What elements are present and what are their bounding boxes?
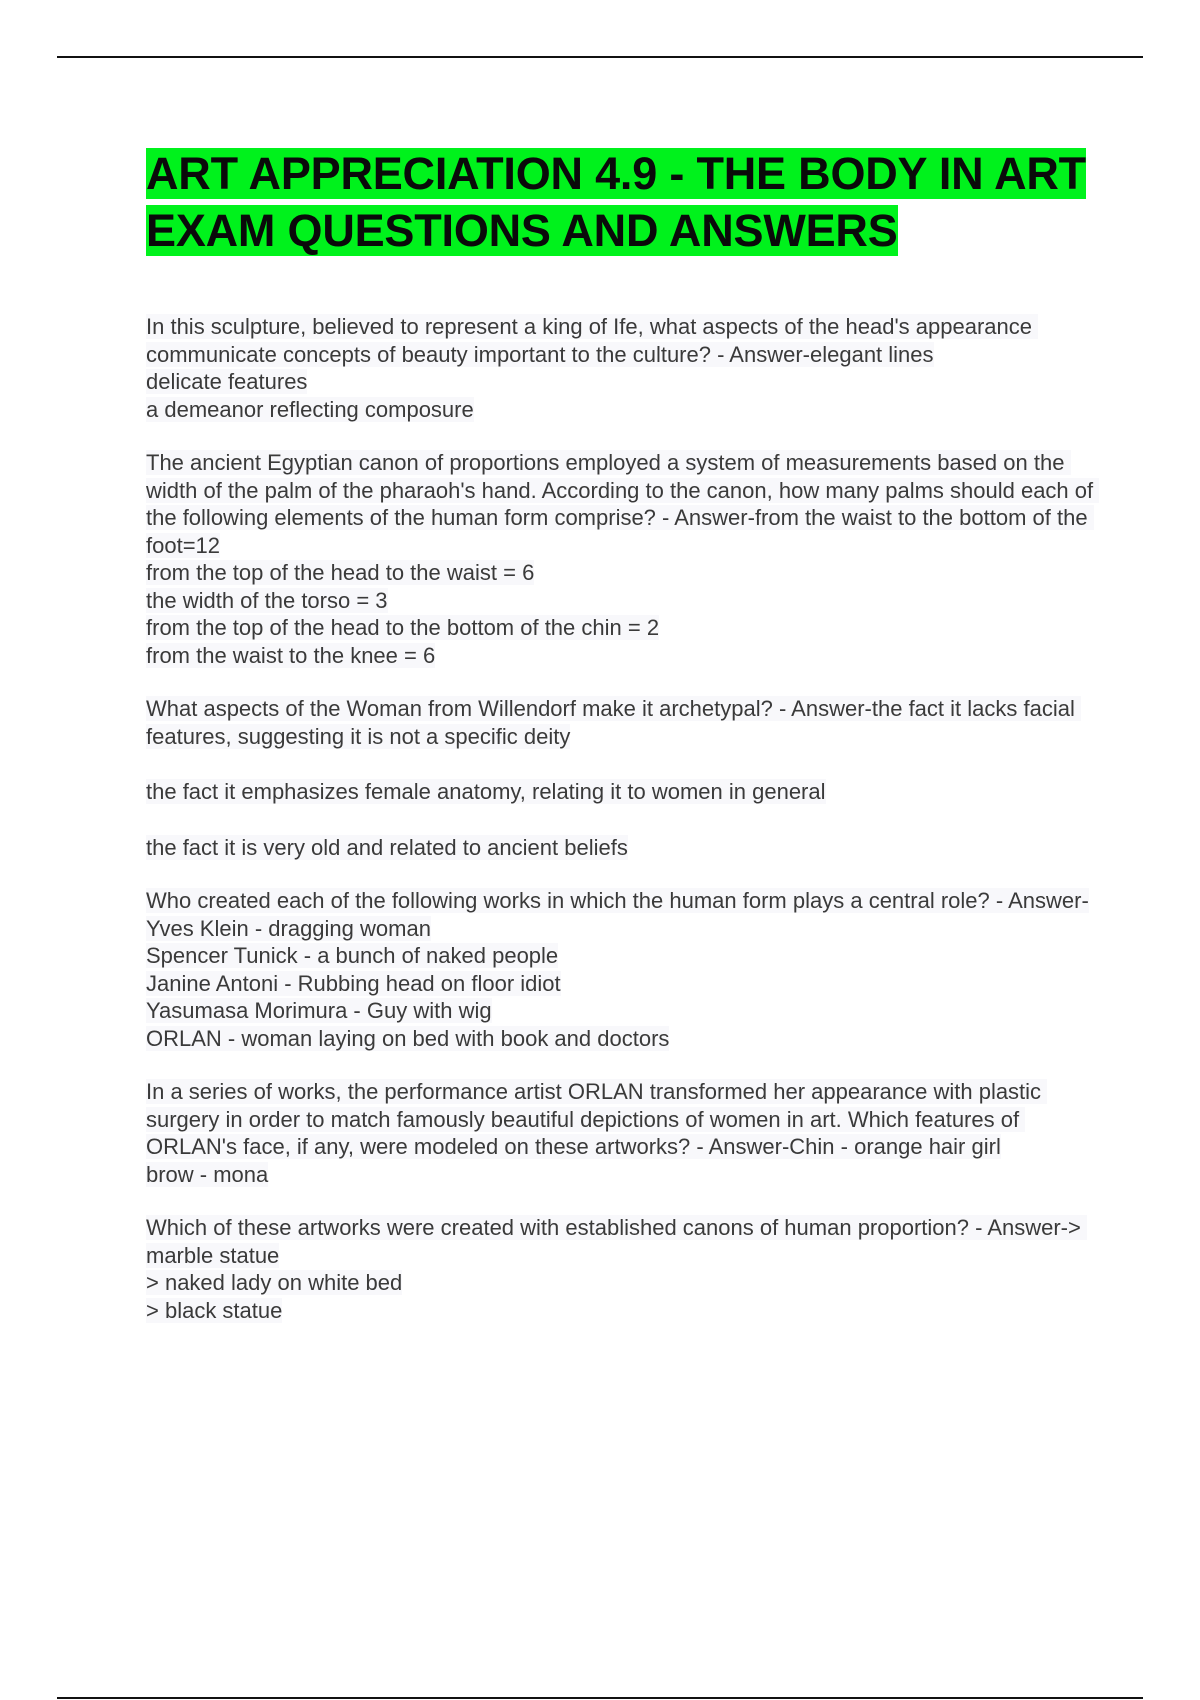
qa-answer-line xyxy=(146,396,1106,424)
qa-block xyxy=(146,1078,1106,1188)
qa-line-text: a demeanor reflecting composure xyxy=(146,396,474,422)
qa-line-text: In this sculpture, believed to represent a king of Ife, what aspects of the head's appearance communicate concepts of beauty important to the culture? - Answer-elegant lines xyxy=(146,314,1039,367)
qa-line-text: Which of these artworks were created with established canons of human proportion? - Answer-> marble statue xyxy=(146,1215,1087,1268)
qa-question-line xyxy=(146,1078,1106,1161)
qa-line-text: The ancient Egyptian canon of proportions employed a system of measurements based on the width of the palm of the pharaoh's hand. According to the canon, how many palms should each of the following elements of the human form comprise? - Answer-from the waist to the bottom of the foot=12 xyxy=(146,450,1100,558)
qa-answer-line xyxy=(146,997,1106,1025)
document-body xyxy=(146,145,1106,1350)
qa-line-text: What aspects of the Woman from Willendorf make it archetypal? - Answer-the fact it lacks facial features, suggesting it is not a specific deity xyxy=(146,696,1081,749)
qa-line-text: the fact it emphasizes female anatomy, relating it to women in general xyxy=(146,779,826,804)
qa-line-text: the width of the torso = 3 xyxy=(146,587,388,613)
qa-list xyxy=(146,313,1106,1324)
qa-answer-line xyxy=(146,942,1106,970)
qa-answer-line xyxy=(146,1161,1106,1189)
qa-question-line xyxy=(146,449,1106,559)
qa-line-text: > black statue xyxy=(146,1297,283,1323)
document-title xyxy=(146,145,1106,259)
qa-question-line xyxy=(146,313,1106,368)
qa-answer-line xyxy=(146,778,1106,806)
qa-answer-line xyxy=(146,970,1106,998)
paragraph-gap xyxy=(146,750,1106,778)
qa-block xyxy=(146,449,1106,669)
qa-answer-line xyxy=(146,642,1106,670)
qa-line-text: > naked lady on white bed xyxy=(146,1270,403,1295)
qa-line-text: delicate features xyxy=(146,369,308,394)
qa-answer-line xyxy=(146,1025,1106,1053)
qa-line-text: Who created each of the following works in which the human form plays a central role? - Answer-Yves Klein - dragging woman xyxy=(146,888,1089,941)
qa-block xyxy=(146,1214,1106,1324)
qa-question-line xyxy=(146,887,1106,942)
qa-answer-line xyxy=(146,834,1106,862)
title-highlight: ART APPRECIATION 4.9 - THE BODY IN ART EXAM QUESTIONS AND ANSWERS xyxy=(146,148,1086,256)
qa-answer-line xyxy=(146,587,1106,615)
qa-question-line xyxy=(146,1214,1106,1269)
qa-line-text: Spencer Tunick - a bunch of naked people xyxy=(146,943,559,968)
qa-line-text: from the top of the head to the waist = 6 xyxy=(146,560,535,585)
qa-line-text: from the top of the head to the bottom of the chin = 2 xyxy=(146,615,660,640)
bottom-rule xyxy=(57,1697,1143,1699)
qa-block xyxy=(146,313,1106,423)
qa-answer-line xyxy=(146,559,1106,587)
qa-block xyxy=(146,695,1106,861)
qa-line-text: Janine Antoni - Rubbing head on floor idiot xyxy=(146,970,561,996)
qa-line-text: the fact it is very old and related to ancient beliefs xyxy=(146,834,628,860)
paragraph-gap xyxy=(146,806,1106,834)
qa-answer-line xyxy=(146,1269,1106,1297)
qa-line-text: from the waist to the knee = 6 xyxy=(146,642,436,668)
qa-line-text: In a series of works, the performance artist ORLAN transformed her appearance with plastic surgery in order to match famously beautiful depictions of women in art. Which features of ORLAN's face, if any, were modeled on these artworks? - Answer-Chin - orange hair girl xyxy=(146,1079,1048,1159)
qa-answer-line xyxy=(146,614,1106,642)
qa-line-text: Yasumasa Morimura - Guy with wig xyxy=(146,998,492,1023)
qa-line-text: ORLAN - woman laying on bed with book and doctors xyxy=(146,1025,670,1051)
qa-block xyxy=(146,887,1106,1052)
qa-answer-line xyxy=(146,1297,1106,1325)
qa-question-line xyxy=(146,695,1106,750)
qa-answer-line xyxy=(146,368,1106,396)
qa-line-text: brow - mona xyxy=(146,1161,269,1187)
top-rule xyxy=(57,56,1143,58)
